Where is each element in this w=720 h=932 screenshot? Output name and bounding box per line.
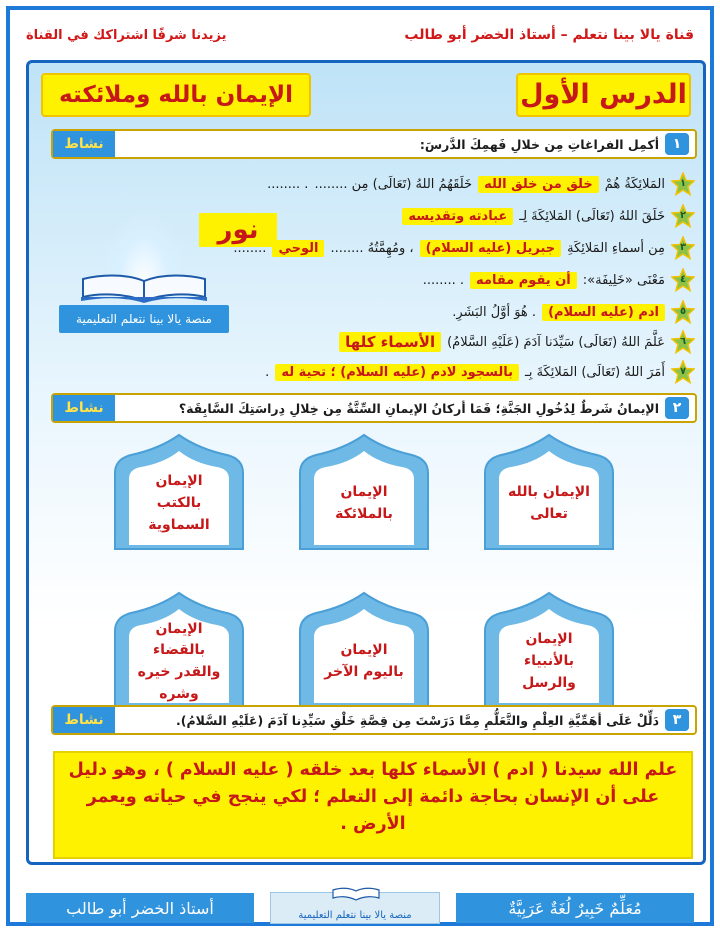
question-text: عَلَّمَ اللهُ (تَعَالَى) سَيِّدَنا آدَمَ (عَلَيْهِ السَّلامُ) bbox=[447, 334, 665, 350]
activity-1-number: ١ bbox=[665, 133, 689, 155]
star-number-icon bbox=[671, 300, 695, 324]
question-number: ٣ bbox=[679, 242, 687, 253]
pillar-arch bbox=[109, 591, 249, 709]
pillar-label: الإيمان بالملائكة bbox=[335, 484, 393, 522]
star-number-icon bbox=[671, 268, 695, 292]
question-text: . ........ bbox=[267, 176, 309, 192]
pillar-arch bbox=[294, 433, 434, 551]
activity-tag: نشاط bbox=[53, 395, 115, 421]
pillar-label: الإيمان بالقضاء والقدر خيره وشره bbox=[137, 620, 221, 702]
question-text: . هُوَ أوَّلُ البَشَرِ. bbox=[452, 304, 537, 320]
activity-2-bar bbox=[51, 393, 697, 423]
book-icon bbox=[331, 887, 381, 901]
question-row bbox=[267, 171, 695, 197]
activity-1-prompt: أكمِل الفراغاتِ مِن خلالِ فَهمِكَ الدَّرسَ: bbox=[419, 136, 659, 152]
pillar-arch bbox=[109, 433, 249, 551]
question-text: خَلَقَ اللهُ (تَعَالَى) المَلائِكَةَ لِـ bbox=[519, 208, 665, 224]
star-number-icon bbox=[671, 330, 695, 354]
activity-3-answer: علم الله سيدنا ( ادم ) الأسماء كلها بعد خلقه ( عليه السلام ) ، وهو دليل على أن الإنسان بحاجة دائمة إلى التعلم ؛ لكي ينجح في حياته ويعمر الأرض . bbox=[53, 751, 693, 859]
question-text: ........ bbox=[233, 240, 267, 256]
question-text: مَعْنَى «خَلِيفَة»: bbox=[582, 272, 665, 288]
pillar-label: الإيمان باليوم الآخر bbox=[324, 642, 404, 680]
footer-center-label: منصة يالا بينا نتعلم التعليمية bbox=[298, 910, 412, 921]
star-number-icon bbox=[671, 360, 695, 384]
worksheet bbox=[26, 60, 706, 865]
question-text: ، ومُهِمَّتُهُ ........ bbox=[330, 240, 414, 256]
pillar-label: الإيمان بالأنبياء والرسل bbox=[522, 631, 576, 691]
star-number-icon bbox=[671, 204, 695, 228]
question-number: ٦ bbox=[679, 336, 687, 347]
question-text: مِن أسماءِ المَلائِكَةِ bbox=[567, 240, 665, 256]
question-text: المَلائِكَةُ هُمْ bbox=[604, 176, 665, 192]
star-number-icon bbox=[671, 172, 695, 196]
footer-center bbox=[270, 892, 440, 924]
pillar-arch bbox=[479, 433, 619, 551]
pillar-label: الإيمان بالله تعالى bbox=[508, 484, 590, 522]
answer-highlight: عبادته وتقديسه bbox=[402, 208, 513, 225]
activity-2-prompt: الإيمانُ شَرطٌ لِدُخُولِ الجَنَّةِ؛ فَمَا أركانُ الإيمانِ السِّتَّةُ مِن خِلالِ دِراسَتِكَ السَّابِقَة؟ bbox=[178, 400, 659, 416]
answer-highlight: الأسماء كلها bbox=[339, 332, 441, 352]
lesson-label: الدرس الأول bbox=[516, 73, 691, 117]
question-text: خَلَقَهُمُ اللهُ (تَعَالَى) مِن ........ bbox=[314, 176, 473, 192]
question-text: . bbox=[265, 364, 270, 380]
answer-highlight: بالسجود لادم (عليه السلام) ؛ تحية له bbox=[275, 364, 519, 381]
activity-3-number: ٣ bbox=[665, 709, 689, 731]
page-footer bbox=[26, 890, 694, 926]
answer-highlight: جبريل (عليه السلام) bbox=[420, 240, 562, 257]
pillar-arch bbox=[294, 591, 434, 709]
pillar-label: الإيمان بالكتب السماوية bbox=[148, 473, 210, 533]
lesson-title: الإيمان بالله وملائكته bbox=[41, 73, 311, 117]
star-number-icon bbox=[671, 236, 695, 260]
answer-highlight: أن يقوم مقامه bbox=[470, 272, 577, 289]
activity-2-number: ٢ bbox=[665, 397, 689, 419]
question-row bbox=[452, 299, 695, 325]
question-number: ٥ bbox=[679, 306, 687, 317]
answer-highlight: الوحي bbox=[272, 240, 324, 257]
question-text: . ........ bbox=[422, 272, 465, 288]
question-row bbox=[423, 267, 695, 293]
activity-tag: نشاط bbox=[53, 707, 115, 733]
title-bar bbox=[41, 73, 691, 117]
page-header bbox=[20, 18, 700, 52]
question-number: ٢ bbox=[679, 210, 687, 221]
answer-highlight: خلق من خلق الله bbox=[478, 176, 599, 193]
channel-title: قناة يالا بينا نتعلم – أستاذ الخضر أبو طالب bbox=[404, 27, 694, 43]
question-row bbox=[233, 235, 695, 261]
answer-highlight: ادم (عليه السلام) bbox=[542, 304, 665, 321]
activity-1-bar bbox=[51, 129, 697, 159]
activity-tag: نشاط bbox=[53, 131, 115, 157]
activity-3-bar bbox=[51, 705, 697, 735]
question-row bbox=[402, 203, 695, 229]
question-number: ١ bbox=[679, 178, 687, 189]
page-frame bbox=[6, 6, 714, 926]
open-book-icon bbox=[79, 273, 209, 303]
footer-left: أستاذ الخضر أبو طالب bbox=[26, 893, 254, 923]
question-number: ٧ bbox=[679, 366, 687, 377]
pillar-arch bbox=[479, 591, 619, 709]
question-text: أَمَرَ اللهُ (تَعَالَى) المَلائِكَةَ بِـ bbox=[525, 364, 665, 380]
platform-badge: منصة يالا بينا نتعلم التعليمية bbox=[59, 305, 229, 333]
question-row bbox=[339, 329, 695, 355]
answer-noor: نور bbox=[199, 213, 277, 247]
footer-right: مُعَلِّمٌ خَبِيرٌ لُغَةٌ عَرَبِيَّةٌ bbox=[456, 893, 694, 923]
question-number: ٤ bbox=[679, 274, 687, 285]
subscribe-note: يزيدنا شرفًا اشتراكك في القناة bbox=[26, 27, 227, 43]
activity-3-prompt: دَلِّلْ عَلَى أهَمِّيَّةِ العِلْمِ والتَّعَلُّمِ مِمَّا دَرَسْتَ مِن قِصَّةِ خَلْقِ سَيِّدِنا آدَمَ (عَلَيْهِ السَّلامُ). bbox=[175, 712, 659, 728]
question-row bbox=[265, 359, 695, 385]
